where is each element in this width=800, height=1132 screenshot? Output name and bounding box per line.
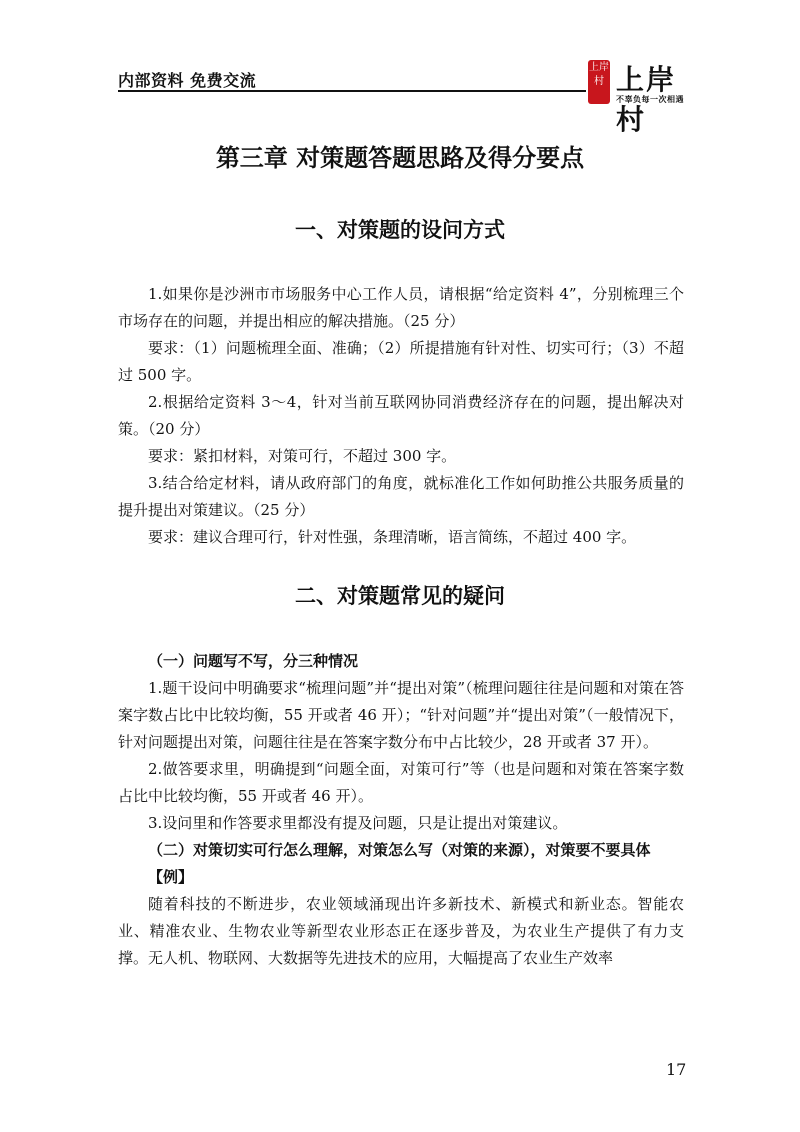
paragraph: 要求：紧扣材料，对策可行，不超过 300 字。 <box>148 447 457 465</box>
example-label: 【例】 <box>148 868 194 886</box>
paragraph: 1.如果你是沙洲市市场服务中心工作人员，请根据“给定资料 4”，分别梳理三个市场存在的问题，并提出相应的解决措施。（25 分） <box>118 285 684 330</box>
paragraph: 要求：（1）问题梳理全面、准确；（2）所提措施有针对性、切实可行；（3）不超过 500 字。 <box>118 339 684 384</box>
section2-title: 二、对策题常见的疑问 <box>295 584 505 608</box>
section2-body <box>118 648 684 972</box>
paragraph: 2.做答要求里，明确提到“问题全面，对策可行”等（也是问题和对策在答案字数占比中比较均衡，55 开或者 46 开）。 <box>118 760 684 805</box>
paragraph: 2.根据给定资料 3～4，针对当前互联网协同消费经济存在的问题，提出解决对策。（20 分） <box>118 393 684 438</box>
brand-slogan: 不辜负每一次相遇 <box>616 95 684 104</box>
paragraph: 随着科技的不断进步，农业领域涌现出许多新技术、新模式和新业态。智能农业、精准农业、生物农业等新型农业形态正在逐步普及，为农业生产提供了有力支撑。无人机、物联网、大数据等先进技术的应用，大幅提高了农业生产效率 <box>118 895 684 967</box>
paragraph: 3.设问里和作答要求里都没有提及问题，只是让提出对策建议。 <box>148 814 568 832</box>
subheading: （一）问题写不写，分三种情况 <box>148 652 359 670</box>
header-left-text: 内部资料 免费交流 <box>118 71 257 90</box>
paragraph: 3.结合给定材料，请从政府部门的角度，就标准化工作如何助推公共服务质量的提升提出对策建议。（25 分） <box>118 474 684 519</box>
chapter-title: 第三章 对策题答题思路及得分要点 <box>215 144 585 172</box>
brand-name: 上岸村 <box>616 63 677 136</box>
seal-icon: 上岸村 <box>588 60 610 104</box>
subheading: （二）对策切实可行怎么理解，对策怎么写（对策的来源），对策要不要具体 <box>148 841 651 859</box>
header-rule <box>118 90 586 92</box>
paragraph: 要求：建议合理可行，针对性强，条理清晰，语言简练，不超过 400 字。 <box>148 528 637 546</box>
page-number: 17 <box>666 1060 687 1079</box>
paragraph: 1.题干设问中明确要求“梳理问题”并“提出对策”（梳理问题往往是问题和对策在答案字数占比中比较均衡，55 开或者 46 开）；“针对问题”并“提出对策”（一般情况下，针对问题提出对策，问题往往是在答案字数分布中占比较少，28 开或者 37 开）。 <box>118 679 684 751</box>
brand-logo <box>588 58 704 136</box>
section1-title: 一、对策题的设问方式 <box>295 218 505 242</box>
section1-body <box>118 281 684 551</box>
